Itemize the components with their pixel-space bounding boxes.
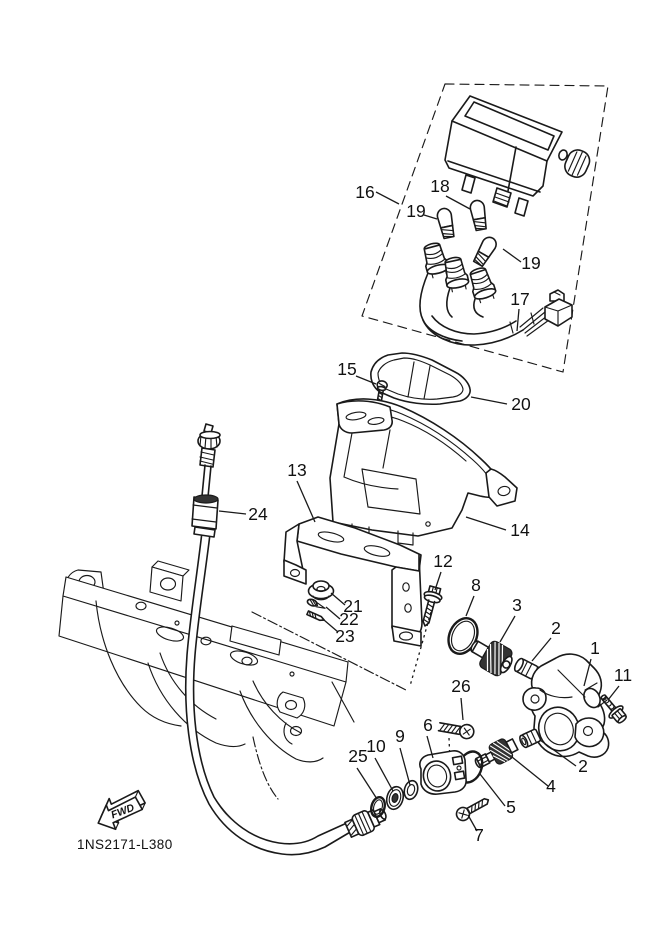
callout-13: 13 (287, 460, 307, 480)
callout-17: 17 (510, 289, 530, 309)
bulb-19-right (472, 235, 499, 268)
meter-stud (515, 198, 528, 216)
bushing-2-lower (518, 729, 541, 749)
bulb-18 (469, 199, 488, 230)
cable-holder-6 (420, 751, 466, 794)
pin-23 (307, 611, 325, 622)
callout-11: 11 (613, 665, 633, 685)
screw-26 (438, 720, 475, 740)
callout-25: 25 (348, 746, 368, 766)
cable-upper-end (192, 424, 220, 537)
callout-8: 8 (471, 575, 481, 595)
callout-24: 24 (248, 504, 268, 524)
callout-18: 18 (430, 176, 450, 196)
callout-9: 9 (395, 726, 405, 746)
drawing-number: 1NS2171-L380 (77, 837, 173, 852)
callout-14: 14 (510, 520, 530, 540)
callout-23: 23 (335, 626, 355, 646)
screw-7 (454, 794, 491, 823)
callout-19-right: 19 (521, 253, 541, 273)
meter-stud (462, 175, 475, 193)
callout-15: 15 (337, 359, 357, 379)
callout-2-lower: 2 (578, 756, 588, 776)
callout-6: 6 (423, 715, 433, 735)
callout-3: 3 (512, 595, 522, 615)
callout-12: 12 (433, 551, 453, 571)
callout-10: 10 (366, 736, 386, 756)
callout-22: 22 (339, 609, 359, 629)
washer-9 (402, 779, 419, 801)
callout-20: 20 (511, 394, 531, 414)
callout-5: 5 (506, 797, 516, 817)
callout-2-upper: 2 (551, 618, 561, 638)
callout-21: 21 (343, 596, 363, 616)
connector-17 (545, 290, 572, 326)
meter-lens (371, 353, 470, 404)
bulb-socket (467, 266, 498, 304)
callout-7: 7 (474, 825, 484, 845)
fwd-label: FWD (109, 801, 137, 822)
bulb-socket (442, 256, 470, 293)
fwd-arrow (91, 787, 150, 834)
callout-1: 1 (590, 638, 600, 658)
trip-knob (558, 147, 593, 181)
callout-26: 26 (451, 676, 471, 696)
callout-16: 16 (355, 182, 375, 202)
callout-4: 4 (546, 776, 556, 796)
grommet-21 (309, 581, 334, 600)
cable-lower-end (344, 803, 390, 840)
bulb-19-left (436, 207, 456, 239)
meter-case (330, 399, 517, 545)
meter-assembly (445, 96, 593, 216)
oil-seal-10 (384, 785, 405, 811)
callout-19-left: 19 (406, 201, 426, 221)
